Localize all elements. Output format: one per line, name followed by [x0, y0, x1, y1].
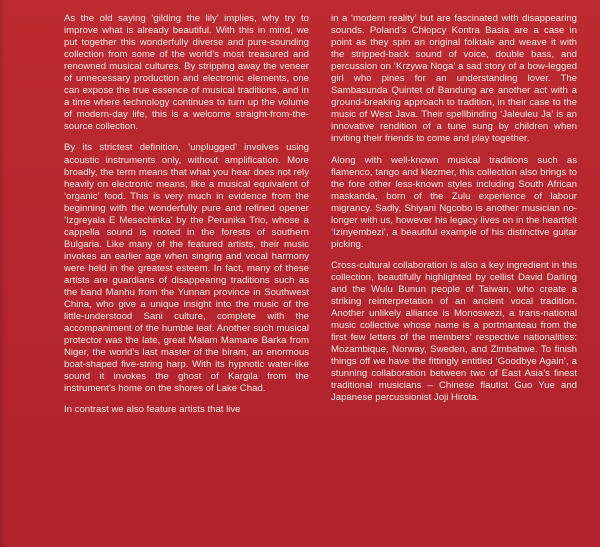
left-text-column: [64, 13, 309, 417]
paragraph-modern-reality: in a ‘modern reality’ but are fascinated with disappearing sounds. Poland’s Chłopcy Kontra Basia are a case in point as they spin an original folktale and weave it with the stripped-back sound of voice, double bass, and percussion on ‘Krzywa Noga’ a sad story of a bow-legged girl who pines for an understanding lover. The Sambasunda Quintet of Bandung are another act with a ground-breaking approach to tradition, in their case to the music of West Java. Their spellbinding ‘Jaleuleu Ja’ is an innovative rendition of a tune sung by children when inviting their friends to come and play together.: [331, 13, 577, 145]
paragraph-collaboration: Cross-cultural collaboration is also a key ingredient in this collection, beautifully highlighted by cellist David Darling and the Wulu Bunun people of Taiwan, who create a striking reinterpretation of an ancient vocal tradition. Another unlikely alliance is Monoswezi, a trans-national music collective whose name is a portmanteau from the first few letters of the members’ respective nationalities: Mozambique, Norway, Sweden, and Zimbabwe. To finish things off we have the fittingly entitled ‘Goodbye Again’, a stunning collaboration between two of East Asia’s finest traditional musicians – Chinese flautist Guo Yue and Japanese percussionist Joji Hirota.: [331, 259, 577, 404]
paragraph-traditions: Along with well-known musical traditions such as flamenco, tango and klezmer, this collection also brings to the fore other less-known styles including South African maskanda, born of the Zulu experience of labour migrancy. Sadly, Shiyani Ngcobo is another musician no-longer with us, however his legacy lives on in the heartfelt ‘Izinyembezi’, a beautiful example of his distinctive guitar picking.: [331, 154, 577, 250]
page-edge-shadow: [0, 0, 6, 547]
right-text-column: [331, 13, 577, 404]
paragraph-contrast-start: In contrast we also feature artists that live: [64, 404, 241, 416]
paragraph-unplugged: By its strictest definition, ‘unplugged’ involves using acoustic instruments only, without amplification. More broadly, the term means that what you hear does not rely heavily on electronic means, like a musical equivalent of ‘organic’ food. This is very much in evidence from the beginning with the wonderfully pure and refined opener ‘Izgreyala E Mesechinka’ by the Perunika Trio, whose a cappella sound is rooted in the forests of southern Bulgaria. Like many of the featured artists, their music invokes an earlier age when singing and vocal harmony were held in the greatest esteem. In fact, many of these artists are guardians of disappearing traditions such as the band Manhu from the Yunnan province in Southwest China, who give a unique insight into the music of the little-understood Sani culture, complete with the accompaniment of the humble leaf. Another such musical protector was the late, great Malam Mamane Barka from Niger, the world’s last master of the biram, an enormous boat-shaped five-string harp. With its hypnotic water-like sound it invokes the ghost of Kargila from the instrument’s home on the shores of Lake Chad.: [64, 142, 309, 395]
paragraph-intro: As the old saying ‘gilding the lily’ implies, why try to improve what is already beautiful. With this in mind, we put together this wonderfully diverse and pure-sounding collection from some of the world’s most treasured and renowned musical cultures. By stripping away the veneer of unnecessary production and electronic elements, one can expose the true essence of musical traditions, and in a time where technology continues to turn up the volume of modern-day life, this is a welcome straight-from-the-source collection.: [64, 13, 309, 133]
